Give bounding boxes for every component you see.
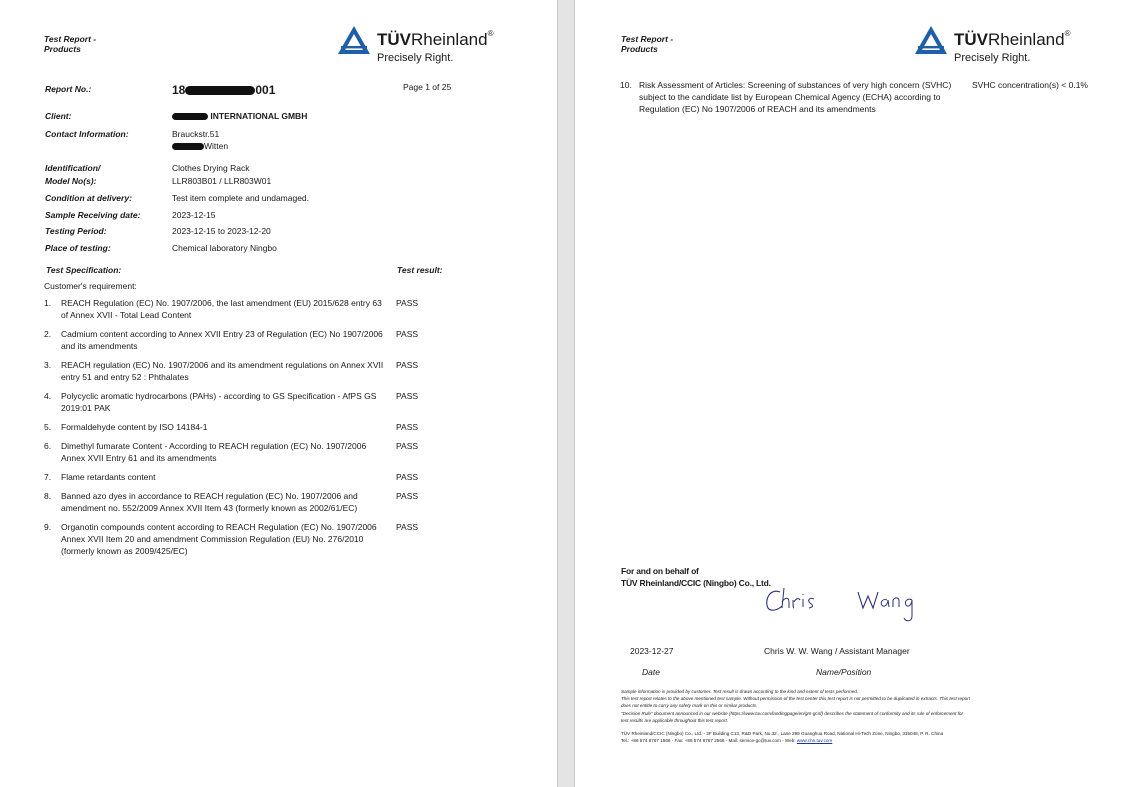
report-type-line2: Products	[621, 44, 658, 54]
brand-name: TÜVRheinland®	[377, 29, 494, 49]
requirement-item	[44, 421, 464, 433]
signer-name-label: Name/Position	[816, 667, 872, 677]
brand-tagline: Precisely Right.	[377, 52, 454, 64]
tuv-triangle-icon	[337, 24, 371, 56]
report-type-line1: Test Report -	[44, 34, 97, 44]
condition-label: Condition at delivery:	[45, 193, 132, 203]
page-gutter	[557, 0, 575, 787]
test-spec-heading: Test Specification:	[46, 265, 122, 275]
requirement-number: 9.	[44, 522, 52, 532]
receiving-date-value: 2023-12-15	[172, 210, 216, 220]
requirement-item	[44, 471, 464, 483]
requirement-text: REACH regulation (EC) No. 1907/2006 and its amendment regulations on Annex XVII entry 51 and entry 52 : Phthalates	[61, 360, 384, 382]
tuv-triangle-icon	[914, 24, 948, 56]
report-no-value: 18 001	[172, 83, 276, 97]
risk-assessment-number: 10.	[620, 80, 632, 90]
disclaimer-line4: "Decision Rule" document announced in our website (https://www.tuv.com/landingpage/en/gm-gcnf) describes the statement of conformity and its rule of enforcement for	[621, 711, 964, 716]
report-page-1	[0, 0, 557, 787]
requirement-item	[44, 490, 464, 514]
tuv-logo	[337, 24, 507, 69]
identification-label-line2: Model No(s):	[45, 176, 97, 186]
requirement-text: Cadmium content according to Annex XVII Entry 23 of Regulation (EC) No 1907/2006 and its amendments	[61, 329, 383, 351]
disclaimer-line5: test results are applicable throughout this test report.	[621, 718, 728, 723]
testing-period-label: Testing Period:	[45, 226, 107, 236]
requirement-text: REACH Regulation (EC) No. 1907/2006, the last amendment (EU) 2015/628 entry 63 of Annex XVII - Total Lead Content	[61, 298, 382, 320]
requirement-item	[44, 440, 464, 464]
on-behalf-block	[621, 565, 771, 589]
page-indicator: Page 1 of 25	[403, 82, 452, 92]
requirement-item	[44, 390, 464, 414]
requirement-item	[44, 328, 464, 352]
disclaimer-line2: This test report relates to the above mentioned test sample. Without permission of the test center this test report is not permitted to be duplicated in extracts. This test report	[621, 696, 970, 701]
disclaimer-line1: Sample information is provided by customer. Test result is drawn according to the kind and extent of tests performed.	[621, 689, 859, 694]
brand-tagline: Precisely Right.	[954, 52, 1031, 64]
requirement-number: 7.	[44, 472, 52, 482]
disclaimer-line3: does not entitle to carry any safety mark on this or similar products.	[621, 703, 758, 708]
company-address: TÜV Rheinland/CCIC (Ningbo) Co., Ltd. - 3F Building C13, R&D Park, No.32 , Lane 299 Guanghua Road, National Hi-Tech Zone, Ningbo, 315048, P. R. China	[621, 731, 944, 736]
requirement-number: 6.	[44, 441, 52, 451]
place-label: Place of testing:	[45, 243, 111, 253]
requirement-number: 8.	[44, 491, 52, 501]
identification-value-line1: Clothes Drying Rack	[172, 163, 250, 173]
place-value: Chemical laboratory Ningbo	[172, 243, 277, 253]
sign-date-label: Date	[642, 667, 660, 677]
requirement-text: Banned azo dyes in accordance to REACH regulation (EC) No. 1907/2006 and amendment no. 552/2009 Annex XVII Item 43 (formerly known as 2002/61/EC)	[61, 491, 358, 513]
requirement-result: PASS	[396, 422, 419, 432]
brand-name: TÜVRheinland®	[954, 29, 1071, 49]
requirement-result: PASS	[396, 441, 419, 451]
sign-date-value: 2023-12-27	[630, 646, 674, 656]
contact-line1: Brauckstr.51	[172, 129, 220, 139]
requirement-text: Polycyclic aromatic hydrocarbons (PAHs) - according to GS Specification - AfPS GS 2019:01 PAK	[61, 391, 377, 413]
requirement-number: 3.	[44, 360, 52, 370]
report-type-line1: Test Report -	[621, 34, 674, 44]
report-type-title	[44, 34, 96, 54]
tuv-logo	[914, 24, 1084, 69]
requirement-number: 1.	[44, 298, 52, 308]
condition-value: Test item complete and undamaged.	[172, 193, 310, 203]
identification-label-line1: Identification/	[45, 163, 101, 173]
report-type-line2: Products	[44, 44, 81, 54]
requirement-item	[44, 521, 464, 557]
requirement-text: Formaldehyde content by ISO 14184-1	[61, 422, 208, 432]
requirement-number: 5.	[44, 422, 52, 432]
requirement-result: PASS	[396, 522, 419, 532]
risk-assessment-text: Risk Assessment of Articles: Screening of substances of very high concern (SVHC) subject to the candidate list by European Chemical Agency (ECHA) according to Regulation (EC) No 1907/2006 of REACH and its amendments	[639, 80, 952, 114]
requirement-result: PASS	[396, 491, 419, 501]
client-label: Client:	[45, 111, 72, 121]
redaction-mark	[172, 113, 208, 120]
receiving-date-label: Sample Receiving date:	[45, 210, 141, 220]
requirement-result: PASS	[396, 472, 419, 482]
client-value: INTERNATIONAL GMBH	[172, 110, 307, 123]
signer-name-value: Chris W. W. Wang / Assistant Manager	[764, 646, 910, 656]
requirement-text: Flame retardants content	[61, 472, 156, 482]
company-contacts: Tel.: +86 574 8767 1566 - Fax: +86 574 8767 2566 - Mail: service-gc@tuv.com - Web: www.chn.tuv.com	[621, 738, 833, 743]
testing-period-value: 2023-12-15 to 2023-12-20	[172, 226, 271, 236]
redaction-mark	[172, 143, 204, 150]
requirement-number: 4.	[44, 391, 52, 401]
on-behalf-line2: TÜV Rheinland/CCIC (Ningbo) Co., Ltd.	[621, 578, 771, 588]
requirement-text: Dimethyl fumarate Content - According to REACH regulation (EC) No. 1907/2006 Annex XVII Entry 61 and its amendments	[61, 441, 367, 463]
risk-assessment-result: SVHC concentration(s) < 0.1%	[972, 80, 1088, 90]
contact-line2: Witten	[172, 140, 228, 153]
requirement-item	[44, 359, 464, 383]
requirement-text: Organotin compounds content according to REACH Regulation (EC) No. 1907/2006 Annex XVII Item 20 and amendment Commission Regulation (EU) No. 276/2010 (formerly known as 2009/425/EC)	[61, 522, 377, 556]
website-link[interactable]: www.chn.tuv.com	[796, 738, 833, 743]
requirement-result: PASS	[396, 391, 419, 401]
redaction-mark	[185, 86, 255, 95]
requirement-item	[44, 297, 464, 321]
on-behalf-line1: For and on behalf of	[621, 566, 699, 576]
report-no-label: Report No.:	[45, 84, 92, 94]
handwritten-signature	[760, 578, 930, 628]
customer-requirement-label: Customer's requirement:	[44, 281, 137, 291]
requirement-number: 2.	[44, 329, 52, 339]
requirement-result: PASS	[396, 298, 419, 308]
requirement-result: PASS	[396, 360, 419, 370]
report-type-title	[621, 34, 673, 54]
test-result-heading: Test result:	[397, 265, 443, 275]
requirements-list	[44, 297, 464, 564]
requirement-result: PASS	[396, 329, 419, 339]
identification-value-line2: LLR803B01 / LLR803W01	[172, 176, 272, 186]
contact-label: Contact Information:	[45, 129, 129, 139]
